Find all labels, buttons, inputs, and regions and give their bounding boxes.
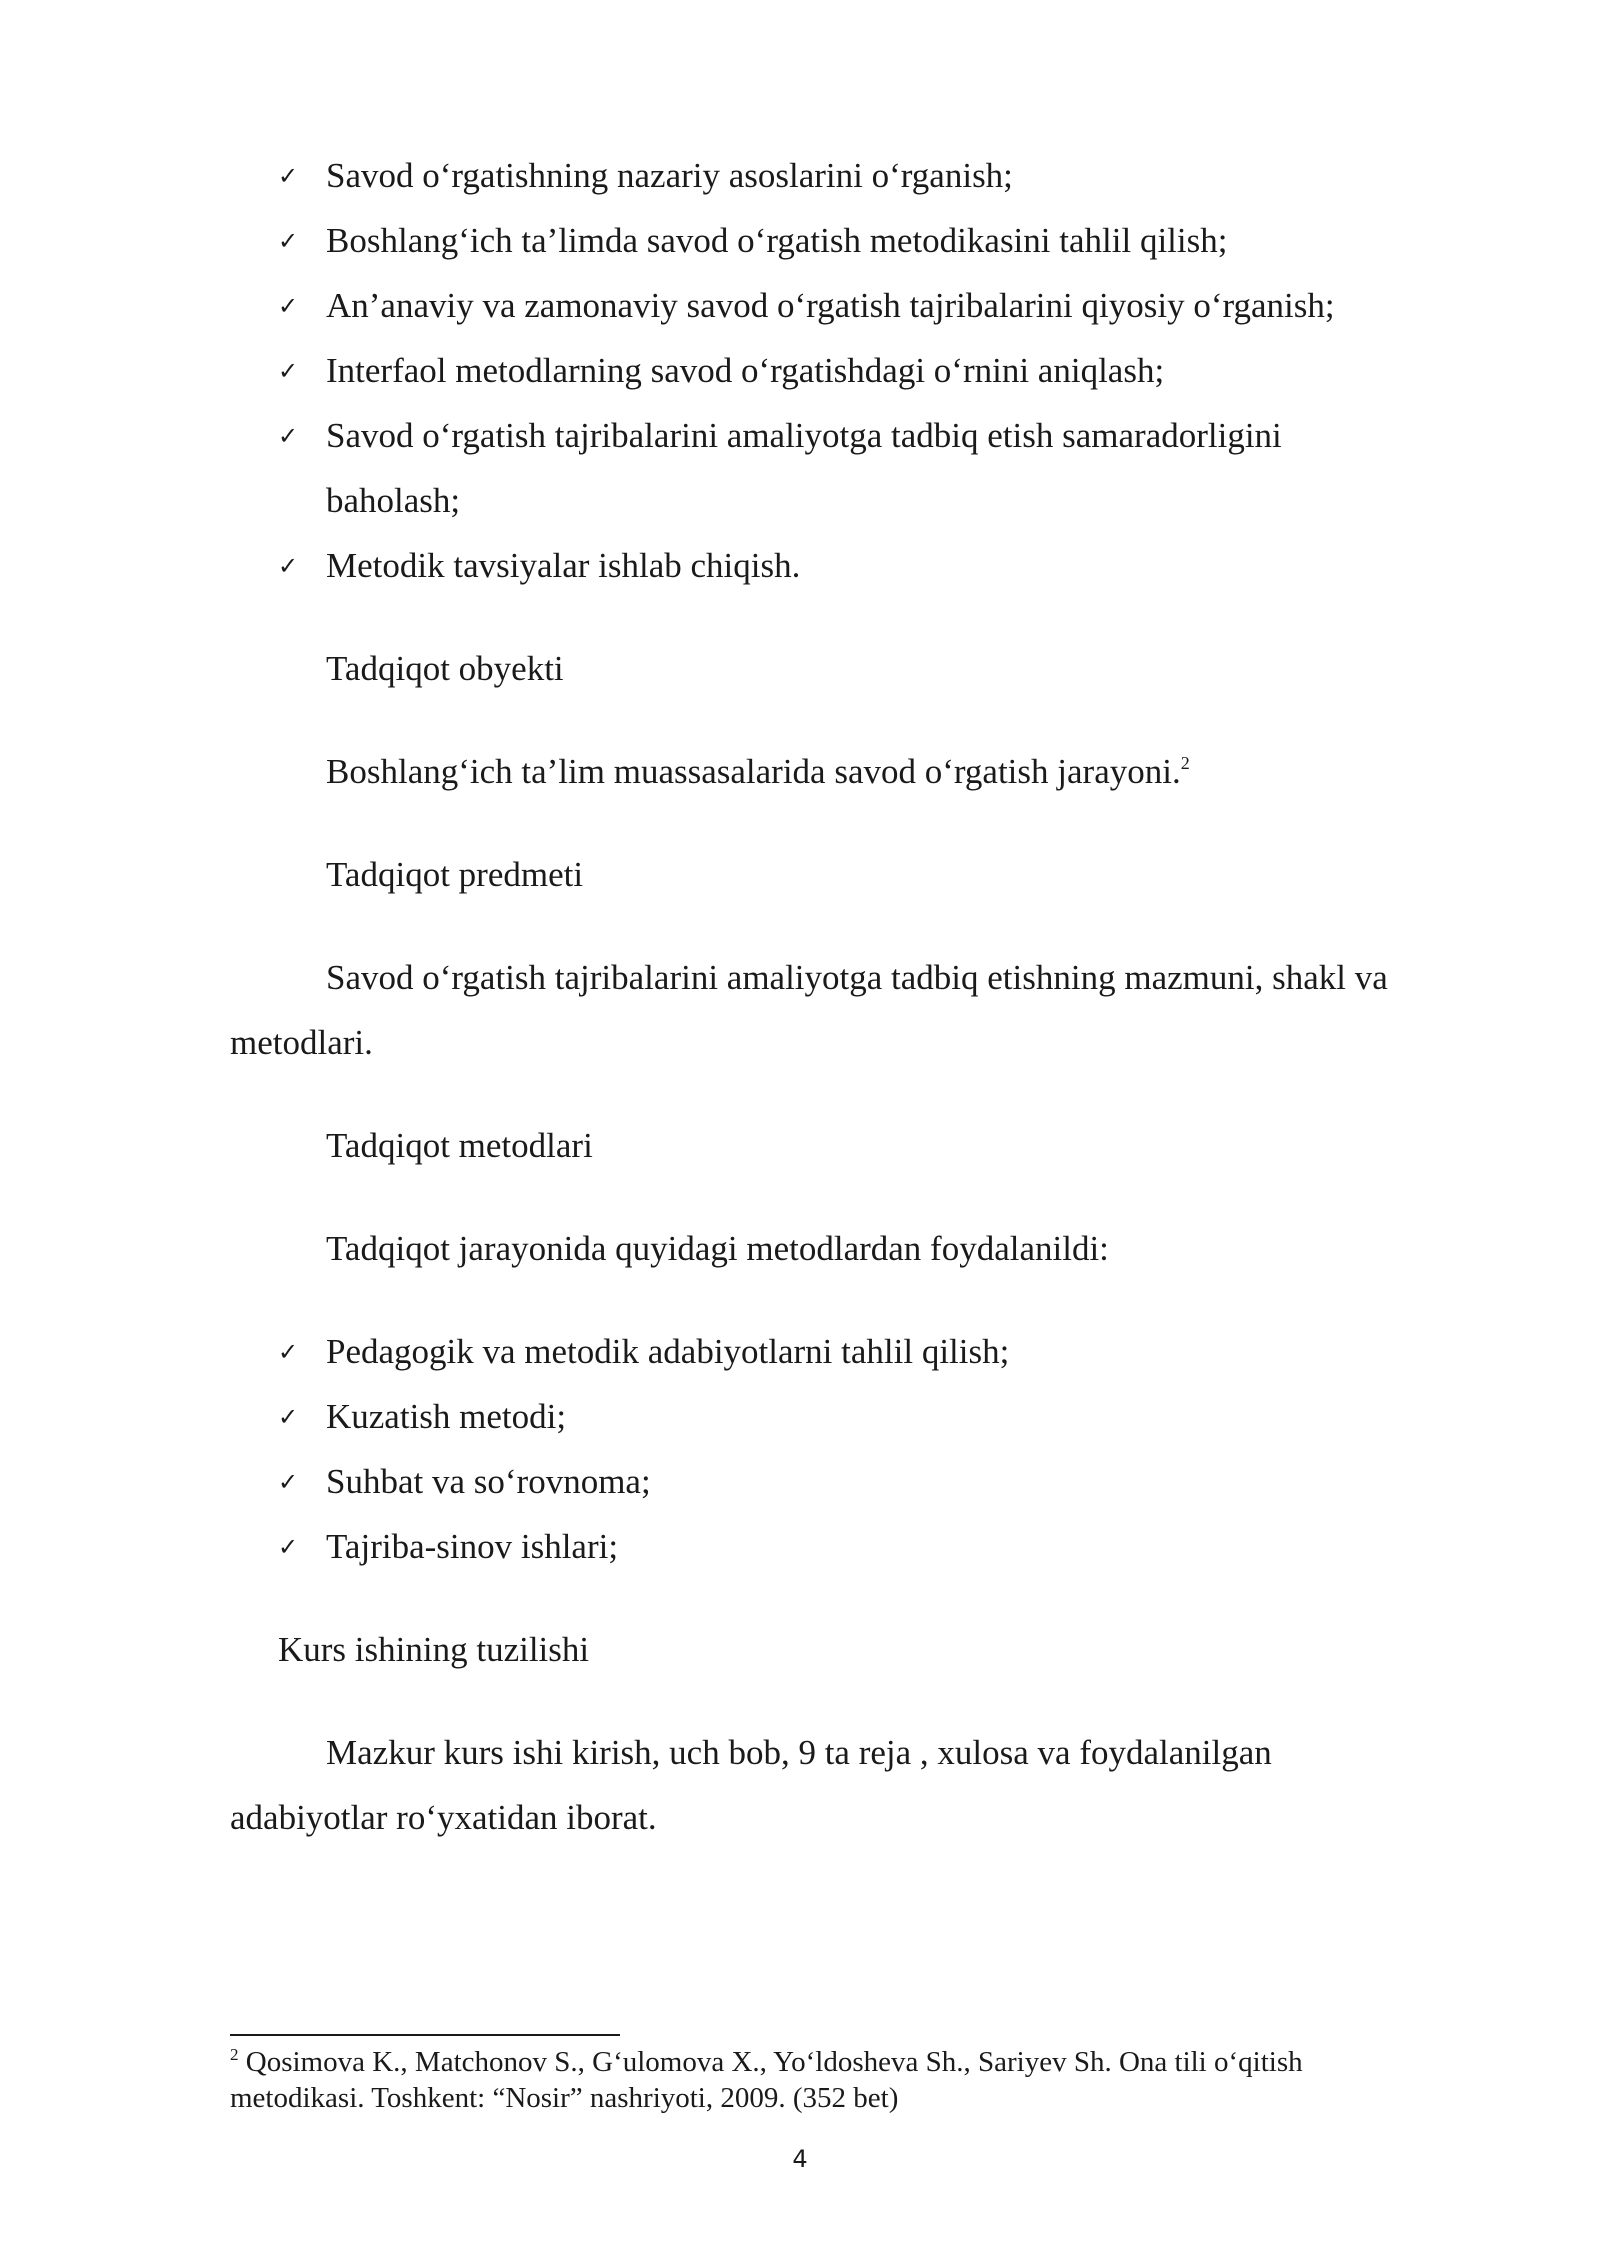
list-item: Kuzatish metodi;	[326, 1397, 567, 1436]
checkmark-icon: ✓	[278, 1468, 299, 1496]
footnote-separator	[230, 2034, 620, 2036]
list-item: Suhbat va so‘rovnoma;	[326, 1462, 651, 1501]
checkmark-icon: ✓	[278, 1338, 299, 1366]
list-item-continuation: baholash;	[326, 481, 461, 520]
object-paragraph	[326, 750, 1190, 794]
footnote-number: 2	[230, 2045, 239, 2064]
list-item: Savod o‘rgatish tajribalarini amaliyotga tadbiq etish samaradorligini	[326, 416, 1282, 455]
list-item: Boshlang‘ich ta’limda savod o‘rgatish metodikasini tahlil qilish;	[326, 221, 1228, 260]
subject-paragraph-line: metodlari.	[230, 1023, 373, 1062]
structure-paragraph-line: adabiyotlar ro‘yxatidan iborat.	[230, 1798, 657, 1837]
checkmark-icon: ✓	[278, 162, 299, 190]
methods-intro: Tadqiqot jarayonida quyidagi metodlardan foydalanildi:	[326, 1229, 1109, 1268]
list-item: Tajriba-sinov ishlari;	[326, 1527, 619, 1566]
footnote-line: metodikasi. Toshkent: “Nosir” nashriyoti, 2009. (352 bet)	[230, 2082, 899, 2114]
footnote-reference: 2	[1180, 753, 1190, 773]
checkmark-icon: ✓	[278, 227, 299, 255]
footnote-line	[230, 2044, 1303, 2080]
footnote-text: Qosimova K., Matchonov S., G‘ulomova X., Yo‘ldosheva Sh., Sariyev Sh. Ona tili o‘qitish	[245, 2046, 1303, 2078]
checkmark-icon: ✓	[278, 1403, 299, 1431]
checkmark-icon: ✓	[278, 357, 299, 385]
object-text: Boshlang‘ich ta’lim muassasalarida savod o‘rgatish jarayoni.	[326, 752, 1181, 791]
list-item: Metodik tavsiyalar ishlab chiqish.	[326, 546, 801, 585]
structure-paragraph-line: Mazkur kurs ishi kirish, uch bob, 9 ta reja , xulosa va foydalanilgan	[326, 1733, 1272, 1772]
subject-paragraph-line: Savod o‘rgatish tajribalarini amaliyotga tadbiq etishning mazmuni, shakl va	[326, 958, 1388, 997]
checkmark-icon: ✓	[278, 552, 299, 580]
page-number: 4	[792, 2145, 808, 2173]
section-heading-object: Tadqiqot obyekti	[326, 649, 564, 688]
list-item: Savod o‘rgatishning nazariy asoslarini o‘rganish;	[326, 156, 1013, 195]
checkmark-icon: ✓	[278, 1533, 299, 1561]
section-heading-subject: Tadqiqot predmeti	[326, 855, 584, 894]
list-item: Pedagogik va metodik adabiyotlarni tahlil qilish;	[326, 1332, 1010, 1371]
section-heading-structure: Kurs ishining tuzilishi	[278, 1630, 590, 1669]
section-heading-methods: Tadqiqot metodlari	[326, 1126, 593, 1165]
list-item: An’anaviy va zamonaviy savod o‘rgatish tajribalarini qiyosiy o‘rganish;	[326, 286, 1335, 325]
checkmark-icon: ✓	[278, 422, 299, 450]
checkmark-icon: ✓	[278, 292, 299, 320]
list-item: Interfaol metodlarning savod o‘rgatishdagi o‘rnini aniqlash;	[326, 351, 1165, 390]
